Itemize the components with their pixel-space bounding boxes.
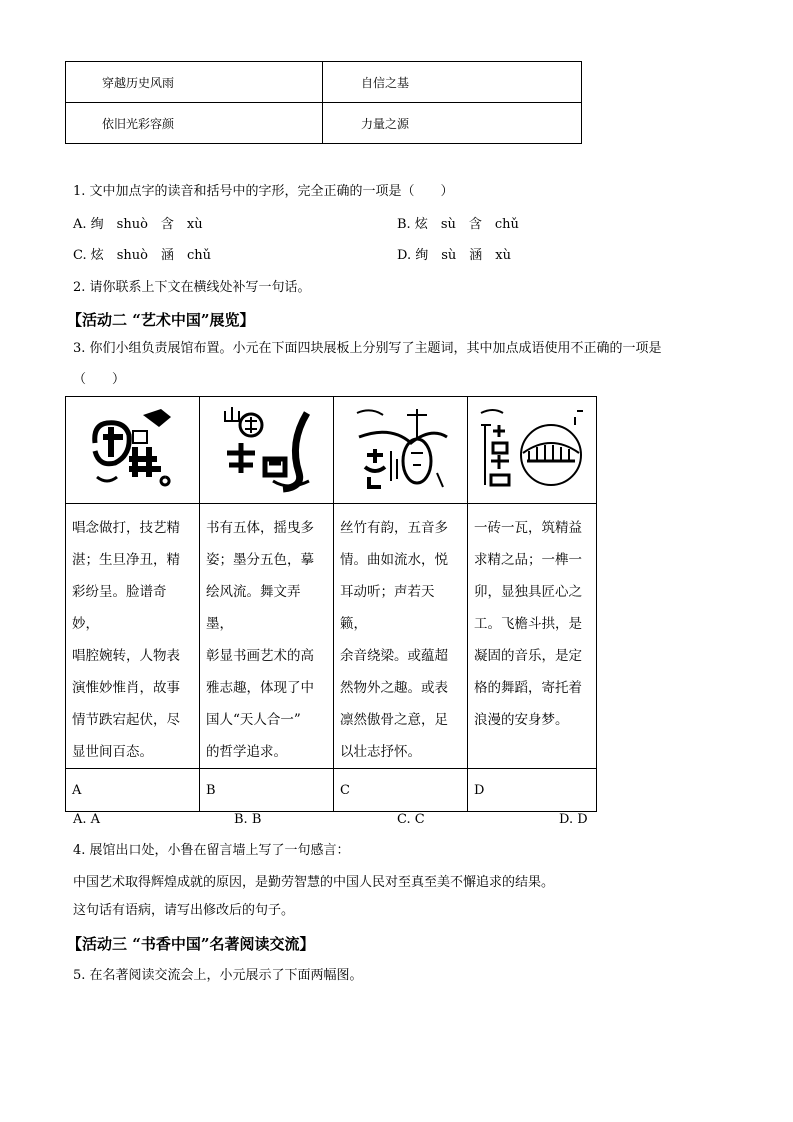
- board-d-line: 工。飞檐斗拱，是: [474, 616, 582, 632]
- table-cell: 力量之源: [323, 103, 582, 144]
- board-a-line: 彩纷呈。脸谱奇妙，: [72, 584, 167, 632]
- board-b-line: 彰显书画艺术的高: [206, 648, 314, 664]
- board-a-line: 湛；生旦净丑，精: [72, 552, 180, 568]
- boards-image-row: [66, 397, 597, 504]
- board-b-line: 书有五体，摇曳多: [206, 520, 314, 536]
- board-c-line: 情。曲如流水，悦: [340, 552, 448, 568]
- q1-option-a: A. 绚 shuò 含 xù: [73, 217, 203, 232]
- board-c-line: 余音绕梁。或蕴超: [340, 648, 448, 664]
- board-d-line: 卯，显独具匠心之: [474, 584, 582, 600]
- board-letter-a: A: [66, 769, 200, 812]
- q1-stem: 1. 文中加点字的读音和括号中的字形，完全正确的一项是（ ）: [73, 184, 454, 199]
- table-cell: 穿越历史风雨: [66, 62, 323, 103]
- activity3-heading: 【活动三 “书香中国”名著阅读交流】: [67, 935, 315, 953]
- q4-instruction: 这句话有语病，请写出修改后的句子。: [73, 903, 295, 918]
- q2-stem: 2. 请你联系上下文在横线处补写一句话。: [73, 280, 311, 295]
- board-text-a: [66, 504, 200, 769]
- board-letter-b: B: [200, 769, 334, 812]
- q3-stem: 3. 你们小组负责展馆布置。小元在下面四块展板上分别写了主题词，其中加点成语使用不正确的一项是: [73, 341, 662, 356]
- board-d-line: 求精之品；一榫一: [474, 552, 582, 568]
- board-image-opera: [66, 397, 200, 504]
- poem-table: [65, 61, 582, 144]
- board-b-line: 国人“天人合一”: [206, 712, 301, 728]
- board-image-architecture: [468, 397, 597, 504]
- board-text-b: [200, 504, 334, 769]
- board-b-line: 绘风流。舞文弄墨，: [206, 584, 301, 632]
- boards-label-row: [66, 769, 597, 812]
- board-image-painting: [200, 397, 334, 504]
- boards-text-row: [66, 504, 597, 769]
- board-a-line: 显世间百态。: [72, 744, 153, 760]
- board-a-line: 唱念做打，技艺精: [72, 520, 180, 536]
- board-a-line: 情节跌宕起伏，尽: [72, 712, 180, 728]
- board-c-line: 耳动听；声若天籁，: [340, 584, 435, 632]
- board-image-music: [334, 397, 468, 504]
- board-c-line: 以壮志抒怀。: [340, 744, 421, 760]
- board-text-c: [334, 504, 468, 769]
- q3-option-c: C. C: [397, 812, 425, 827]
- q1-option-c: C. 炫 shuò 涵 chǔ: [73, 248, 212, 263]
- q3-option-d: D. D: [559, 812, 588, 827]
- board-letter-d: D: [468, 769, 597, 812]
- board-b-line: 姿；墨分五色，摹: [206, 552, 314, 568]
- pipa-instrument-icon: [351, 403, 451, 495]
- board-d-line: 格的舞蹈，寄托着: [474, 680, 582, 696]
- q5-stem: 5. 在名著阅读交流会上，小元展示了下面两幅图。: [73, 968, 363, 983]
- board-b-line: 雅志趣，体现了中: [206, 680, 314, 696]
- table-cell: 依旧光彩容颜: [66, 103, 323, 144]
- table-cell: 自信之基: [323, 62, 582, 103]
- q1-option-b: B. 炫 sù 含 chǔ: [397, 217, 519, 232]
- q3-option-b: B. B: [234, 812, 262, 827]
- board-c-line: 丝竹有韵，五音多: [340, 520, 448, 536]
- board-a-line: 唱腔婉转，人物表: [72, 648, 180, 664]
- exhibition-boards-table: [65, 396, 597, 812]
- board-d-line: 浪漫的安身梦。: [474, 712, 569, 728]
- board-b-line: 的哲学追求。: [206, 744, 287, 760]
- architecture-pavilion-icon: [477, 403, 587, 495]
- board-c-line: 凛然傲骨之意，足: [340, 712, 448, 728]
- board-a-line: 演惟妙惟肖，故事: [72, 680, 180, 696]
- activity2-heading: 【活动二 “艺术中国”展览】: [67, 311, 255, 329]
- q4-sentence: 中国艺术取得辉煌成就的原因，是勤劳智慧的中国人民对至真至美不懈追求的结果。: [73, 875, 555, 890]
- board-d-line: 凝固的音乐，是定: [474, 648, 582, 664]
- board-letter-c: C: [334, 769, 468, 812]
- q3-option-a: A. A: [73, 812, 101, 827]
- painting-calligraphy-icon: [217, 403, 317, 495]
- q4-stem: 4. 展馆出口处，小鲁在留言墙上写了一句感言：: [73, 843, 350, 858]
- q1-option-d: D. 绚 sù 涵 xù: [397, 248, 511, 263]
- table-row: [66, 103, 582, 144]
- q3-stem-paren: （ ）: [73, 372, 126, 387]
- board-d-line: 一砖一瓦，筑精益: [474, 520, 582, 536]
- table-row: [66, 62, 582, 103]
- board-c-line: 然物外之趣。或表: [340, 680, 448, 696]
- opera-calligraphy-icon: [85, 403, 181, 495]
- board-text-d: [468, 504, 597, 769]
